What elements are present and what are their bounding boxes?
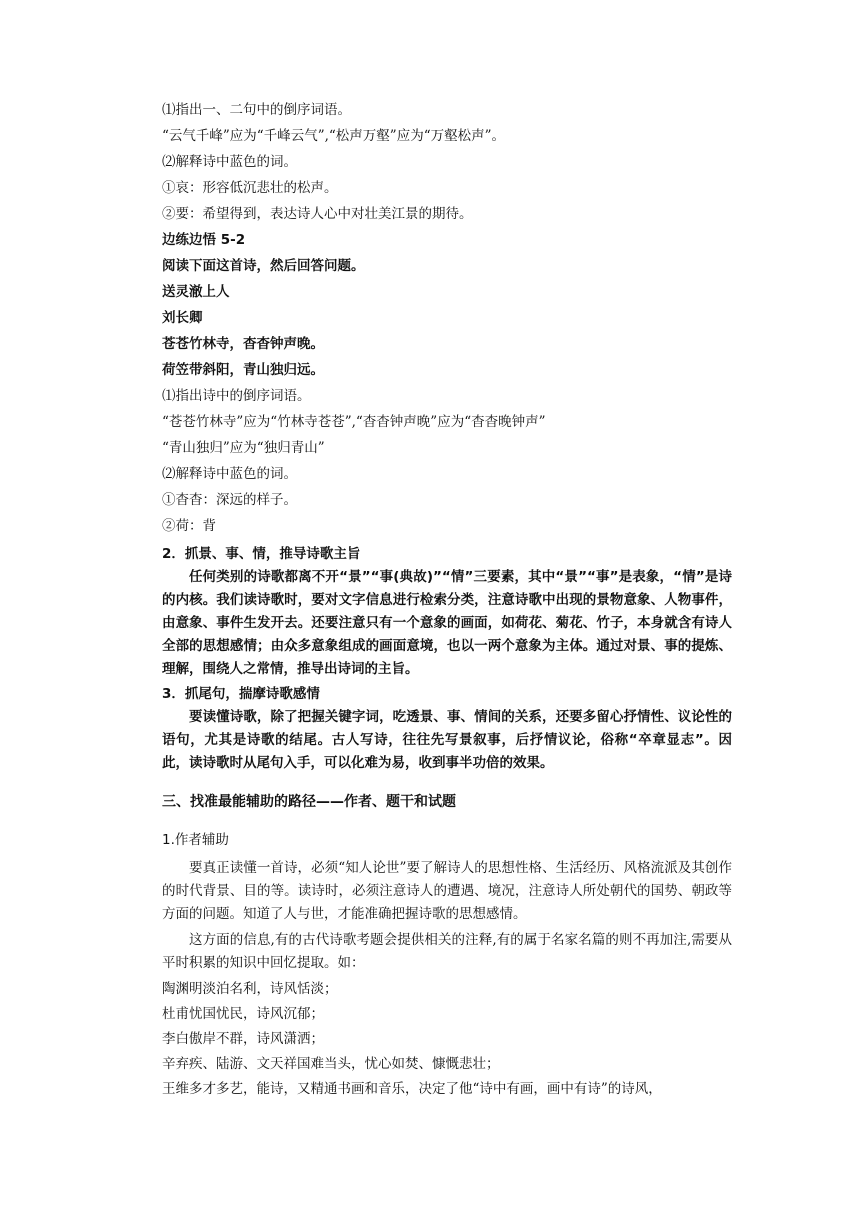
- poem-line-1: 苍苍竹林寺，杳杳钟声晚。: [162, 336, 324, 352]
- answer-4a: ①杳杳：深远的样子。: [162, 492, 297, 508]
- paragraph-author: 要真正读懂一首诗，必须“知人论世”要了解诗人的思想性格、生活经历、风格流派及其创作的时代背景、目的等。读诗时，必须注意诗人的遭遇、境况，注意诗人所处朝代的国势、朝政等方面的问题。知道了人与世，才能准确把握诗歌的思想感情。: [162, 860, 732, 922]
- answer-3b: “青山独归”应为“独归青山”: [162, 440, 325, 456]
- poet-item: 辛弃疾、陆游、文天祥国难当头，忧心如焚、慷慨悲壮；: [162, 1056, 500, 1072]
- subheading-author: 1.作者辅助: [162, 832, 229, 848]
- poem-author: 刘长卿: [162, 310, 203, 326]
- question-3: ⑴指出诗中的倒序词语。: [162, 388, 311, 404]
- heading-2: 2．抓景、事、情，推导诗歌主旨: [162, 546, 361, 562]
- question-1: ⑴指出一、二句中的倒序词语。: [162, 102, 351, 118]
- answer-1: “云气千峰”应为“千峰云气”,“松声万壑”应为“万壑松声”。: [162, 128, 506, 144]
- document-body: [162, 101, 732, 1103]
- answer-2a: ①哀：形容低沉悲壮的松声。: [162, 180, 338, 196]
- poet-item: 陶渊明淡泊名利，诗风恬淡；: [162, 981, 338, 997]
- heading-3: 3．抓尾句，揣摩诗歌感情: [162, 686, 320, 702]
- answer-3a: “苍苍竹林寺”应为“竹林寺苍苍”,“杳杳钟声晚”应为“杳杳晚钟声”: [162, 414, 546, 430]
- answer-2b: ②要：希望得到，表达诗人心中对壮美江景的期待。: [162, 206, 473, 222]
- exercise-title: 边练边悟 5-2: [162, 232, 246, 248]
- question-4: ⑵解释诗中蓝色的词。: [162, 466, 297, 482]
- poet-item: 王维多才多艺，能诗，又精通书画和音乐，决定了他“诗中有画，画中有诗”的诗风，: [162, 1081, 662, 1097]
- section-3-heading: 三、找准最能辅助的路径——作者、题干和试题: [162, 794, 456, 810]
- paragraph-notes: 这方面的信息,有的古代诗歌考题会提供相关的注释,有的属于名家名篇的则不再加注,需要从平时积累的知识中回忆提取。如：: [162, 932, 732, 971]
- exercise-instruction: 阅读下面这首诗，然后回答问题。: [162, 258, 365, 274]
- paragraph-2: 任何类别的诗歌都离不开“景”“事(典故)”“情”三要素，其中“景”“事”是表象，“情”是诗的内核。我们读诗歌时，要对文字信息进行检索分类，注意诗歌中出现的景物意象、人物事件，由意象、事件生发开去。还要注意只有一个意象的画面，如荷花、菊花、竹子，本身就含有诗人全部的思想感情；由众多意象组成的画面意境，也以一两个意象为主体。通过对景、事的提炼、理解，围绕人之常情，推导出诗词的主旨。: [162, 569, 732, 677]
- answer-4b: ②荷：背: [162, 518, 216, 534]
- poet-item: 杜甫忧国忧民，诗风沉郁；: [162, 1006, 324, 1022]
- poet-item: 李白傲岸不群，诗风潇洒；: [162, 1031, 324, 1047]
- poem-line-2: 荷笠带斜阳，青山独归远。: [162, 362, 324, 378]
- poem-title: 送灵澈上人: [162, 284, 230, 300]
- question-2: ⑵解释诗中蓝色的词。: [162, 154, 297, 170]
- paragraph-3: 要读懂诗歌，除了把握关键字词，吃透景、事、情间的关系，还要多留心抒情性、议论性的语句，尤其是诗歌的结尾。古人写诗，往往先写景叙事，后抒情议论，俗称“卒章显志”。因此，读诗歌时从尾句入手，可以化难为易，收到事半功倍的效果。: [162, 709, 732, 771]
